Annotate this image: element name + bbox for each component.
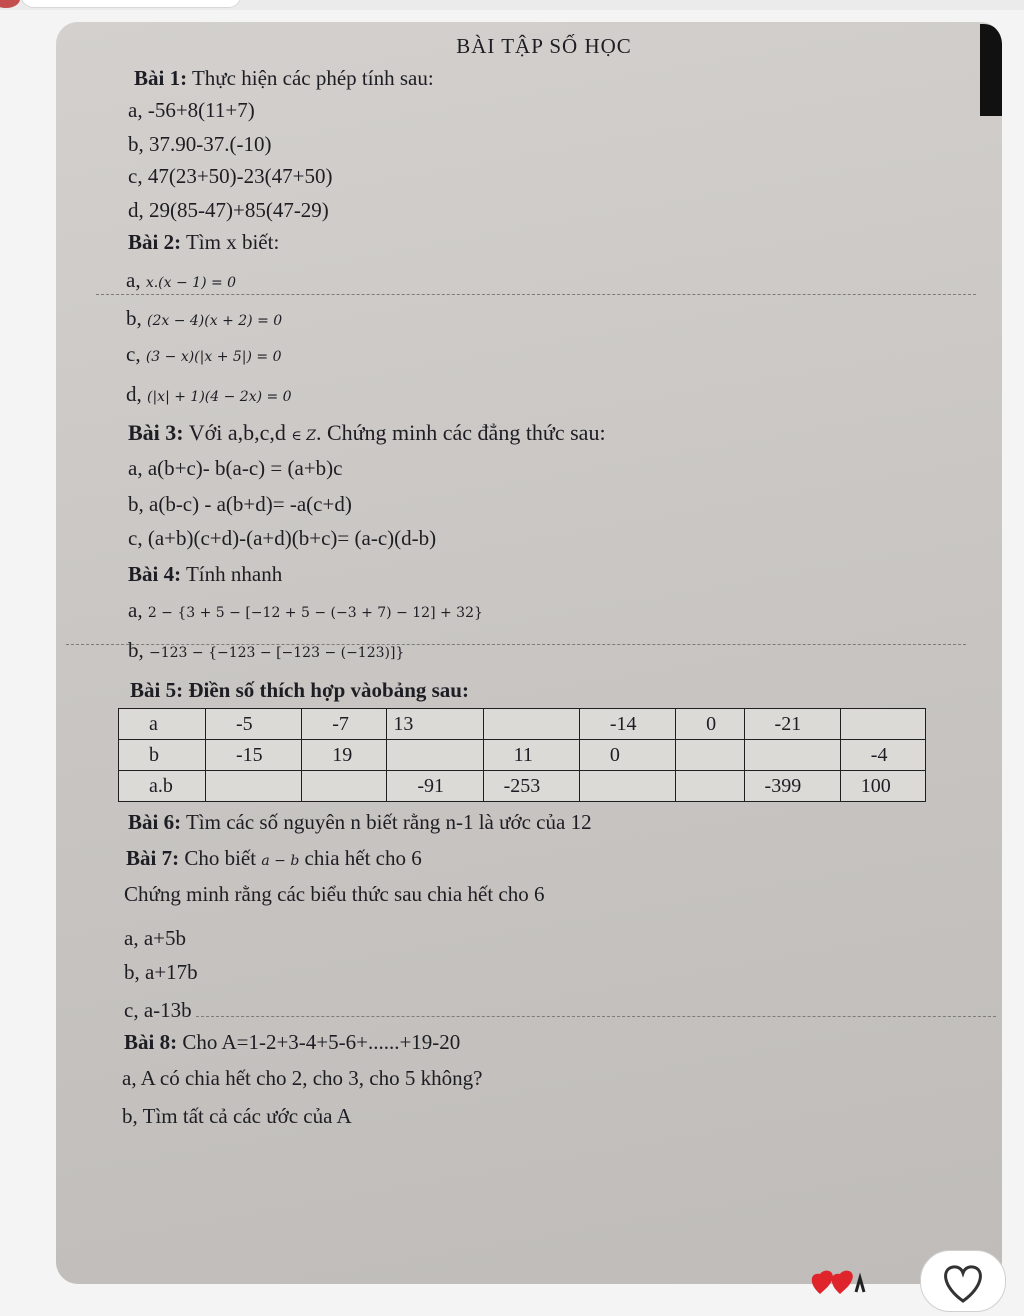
bai1-item-a: a, -56+8(11+7): [128, 98, 255, 122]
bai3-symbol: ∈ Z: [291, 428, 316, 444]
table-cell: [302, 771, 387, 802]
worksheet-title: BÀI TẬP SỐ HỌC: [456, 34, 632, 58]
bai6-text: Tìm các số nguyên n biết rằng n-1 là ước của 12: [181, 810, 592, 834]
bai2-item-d: [126, 382, 292, 407]
table-cell: [483, 709, 579, 740]
bai6-heading: [128, 810, 592, 835]
bai2-a-prefix: a,: [126, 268, 141, 292]
like-button[interactable]: [920, 1250, 1006, 1312]
bai1-label: Bài 1:: [134, 66, 188, 90]
bai3-text-before: Với a,b,c,d: [183, 420, 292, 445]
bai1-item-d: d, 29(85-47)+85(47-29): [128, 198, 329, 222]
bai7-text-before: Cho biết: [179, 846, 262, 870]
bai7-subheading: Chứng minh rằng các biểu thức sau chia hết cho 6: [124, 882, 545, 906]
bai2-item-a: [126, 268, 236, 293]
table-cell: [206, 771, 302, 802]
table-cell: [676, 771, 744, 802]
bai2-item-c: [126, 342, 282, 367]
bai8-item-b: b, Tìm tất cả các ước của A: [122, 1104, 352, 1128]
table-cell: -91: [387, 771, 483, 802]
bai4-a-expr: 2 − {3 + 5 − [−12 + 5 − (−3 + 7) − 12] + 32}: [147, 605, 483, 621]
bai3-label: Bài 3:: [128, 420, 184, 445]
bai5-label: Bài 5:: [130, 678, 184, 702]
bai2-b-expr: (2x − 4)(x + 2) = 0: [147, 313, 283, 329]
table-cell: [387, 740, 483, 771]
table-cell: -5: [206, 709, 302, 740]
bai2-c-expr: (3 − x)(|x + 5|) = 0: [145, 349, 282, 365]
bai8-text: Cho A=1-2+3-4+5-6+......+19-20: [177, 1030, 461, 1054]
table-cell: -21: [744, 709, 840, 740]
bai2-c-prefix: c,: [126, 342, 141, 366]
table-cell: -4: [840, 740, 925, 771]
table-cell: -15: [206, 740, 302, 771]
bai4-heading: [128, 562, 282, 587]
table-cell: [744, 740, 840, 771]
bai5-text: Điền số thích hợp vàobảng sau:: [183, 678, 469, 702]
bai4-a-prefix: a,: [128, 598, 143, 622]
bai3-item-b: b, a(b-c) - a(b+d)= -a(c+d): [128, 492, 352, 516]
bai7-text-after: chia hết cho 6: [299, 846, 422, 870]
bai3-heading: [128, 420, 606, 446]
table-cell: -14: [579, 709, 675, 740]
bai8-label: Bài 8:: [124, 1030, 178, 1054]
bai2-item-b: [126, 306, 282, 331]
bai7-item-b: b, a+17b: [124, 960, 198, 984]
table-cell: 0: [676, 709, 744, 740]
table-cell: 0: [579, 740, 675, 771]
top-pill[interactable]: [20, 0, 242, 8]
table-row: [119, 709, 926, 740]
bai4-label: Bài 4:: [128, 562, 182, 586]
bai4-item-a: [128, 598, 483, 623]
heart-reaction-icon[interactable]: [806, 1264, 866, 1304]
bai8-heading: [124, 1030, 460, 1055]
bai7-item-c: c, a-13b: [124, 998, 192, 1022]
bai7-item-a: a, a+5b: [124, 926, 186, 950]
worksheet-photo: [56, 22, 1002, 1284]
bai2-d-expr: (|x| + 1)(4 − 2x) = 0: [147, 389, 292, 405]
like-heart-icon: [921, 1251, 1005, 1311]
bai3-item-c: c, (a+b)(c+d)-(a+d)(b+c)= (a-c)(d-b): [128, 526, 437, 550]
table-cell: b: [119, 740, 206, 771]
table-cell: a.b: [119, 771, 206, 802]
table-cell: -7: [302, 709, 387, 740]
bai2-heading: [128, 230, 279, 255]
bai2-b-prefix: b,: [126, 306, 142, 330]
bai8-item-a: a, A có chia hết cho 2, cho 3, cho 5 không?: [122, 1066, 483, 1090]
bai3-item-a: a, a(b+c)- b(a-c) = (a+b)c: [128, 456, 343, 480]
table-row: [119, 740, 926, 771]
bai2-d-prefix: d,: [126, 382, 142, 406]
bai7-label: Bài 7:: [126, 846, 180, 870]
bai4-text: Tính nhanh: [181, 562, 283, 586]
bai2-text: Tìm x biết:: [181, 230, 280, 254]
bai2-label: Bài 2:: [128, 230, 182, 254]
table-cell: 13: [387, 709, 483, 740]
table-cell: [579, 771, 675, 802]
bai1-heading: [134, 66, 434, 91]
bai4-b-expr: −123 − {−123 − [−123 − (−123)]}: [149, 645, 405, 661]
table-cell: a: [119, 709, 206, 740]
bai2-a-expr: x.(x − 1) = 0: [145, 275, 237, 291]
table-cell: 11: [483, 740, 579, 771]
bai1-item-c: c, 47(23+50)-23(47+50): [128, 164, 333, 188]
table-cell: -399: [744, 771, 840, 802]
bai5-table: [118, 708, 926, 802]
bai6-label: Bài 6:: [128, 810, 182, 834]
dashed-divider: [96, 294, 976, 295]
bai4-item-b: [128, 638, 404, 663]
bai7-heading: [126, 846, 422, 871]
table-cell: [676, 740, 744, 771]
bai1-text: Thực hiện các phép tính sau:: [187, 66, 434, 90]
table-cell: [840, 709, 925, 740]
bai5-heading: [130, 678, 469, 703]
table-cell: 19: [302, 740, 387, 771]
table-row: [119, 771, 926, 802]
bai1-item-b: b, 37.90-37.(-10): [128, 132, 272, 156]
table-cell: -253: [483, 771, 579, 802]
dashed-divider: [196, 1016, 996, 1017]
bai3-text-after: . Chứng minh các đẳng thức sau:: [315, 420, 606, 445]
bai7-expr: a − b: [261, 853, 300, 869]
bai4-b-prefix: b,: [128, 638, 144, 662]
table-cell: 100: [840, 771, 925, 802]
